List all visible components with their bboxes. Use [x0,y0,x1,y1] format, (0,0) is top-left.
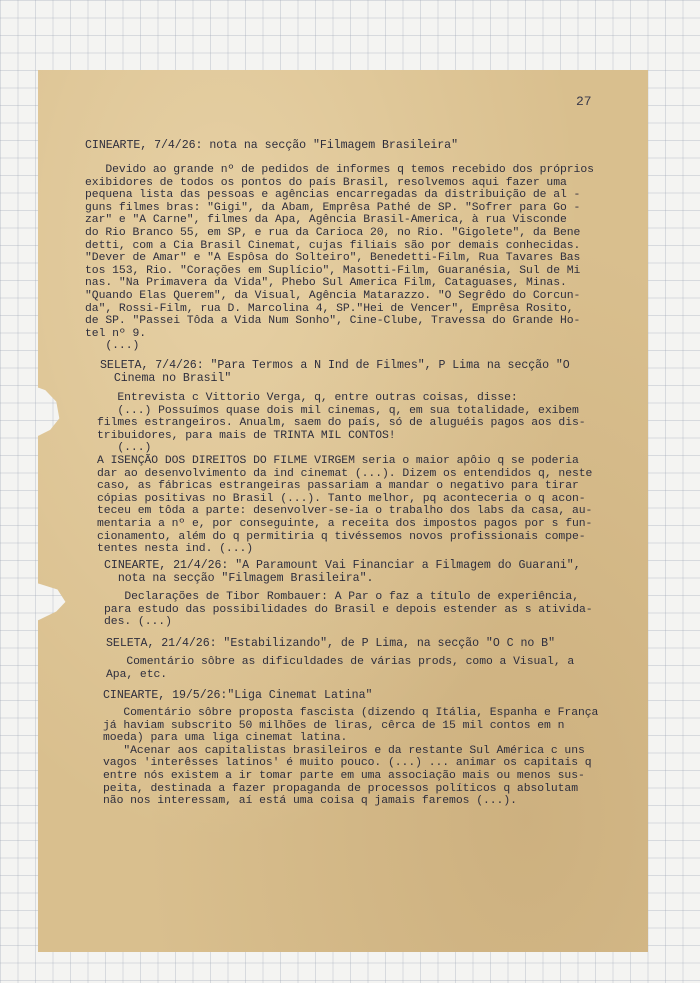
entry-5-header: CINEARTE, 19/5/26:"Liga Cinemat Latina" [103,689,373,702]
entry-1-body: Devido ao grande nº de pedidos de informes q temos recebido dos próprios exibidores de todos os pontos do país Brasil, resolvemos aqui fazer uma pequena lista das pessoas e agências encarregadas da distribuição de al - guns filmes bras: "Gigi", da Abam, Emprêsa Pathé de SP. "Sofrer para Go - zar" e "A Carne", filmes da Apa, Agência Brasil-America, à rua Visconde do Rio Branco 55, em SP, e rua da Carioca 20, no Rio. "Gigolete", da Bene detti, com a Cia Brasil Cinemat, cujas filiais são por demais conhecidas. "Dever de Amar" e "A Espôsa do Solteiro", Benedetti-Film, Rua Tavares Bas tos 153, Rio. "Corações em Suplício", Masotti-Film, Guaranésia, Sul de Mi nas. "Na Primavera da Vida", Phebo Sul America Film, Cataguases, Minas. "Quando Elas Querem", da Visual, Agência Matarazzo. "O Segrêdo do Corcun- da", Rossi-Film, rua D. Marcolina 4, SP."Hei de Vencer", Emprêsa Rosito, de SP. "Passei Tôda a Vida Num Sonho", Cine-Clube, Travessa do Grande Ho- tel nº 9. (...) [85,164,594,353]
entry-5-body: Comentário sôbre proposta fascista (dizendo q Itália, Espanha e França já haviam subscrito 50 milhões de liras, cêrca de 15 mil contos em n moeda) para uma liga cinemat latina. "Acenar aos capitalistas brasileiros e da restante Sul América c uns vagos 'interêsses latinos' é muito pouco. (...) ... animar os capitais q entre nós existem a ir tomar parte em uma associação mais ou menos sus- peita, destinada a fazer propaganda de processos políticos q absolutam não nos interessam, aí está uma coisa q jamais faremos (...). [103,707,599,808]
entry-3-header: CINEARTE, 21/4/26: "A Paramount Vai Financiar a Filmagem do Guarani", nota na secção "Filmagem Brasileira". [104,559,581,585]
entry-4-header: SELETA, 21/4/26: "Estabilizando", de P Lima, na secção "O C no B" [106,637,555,650]
entry-3-body: Declarações de Tibor Rombauer: A Par o faz a título de experiência, para estudo das possibilidades do Brasil e depois estender as s ativida- des. (...) [104,591,593,629]
entry-4-body: Comentário sôbre as dificuldades de várias prods, como a Visual, a Apa, etc. [106,656,575,681]
page-number: 27 [576,94,592,109]
entry-2-body: Entrevista c Vittorio Verga, q, entre outras coisas, disse: (...) Possuímos quase dois mil cinemas, q, em sua totalidade, exibem filmes estrangeiros. Anualm, saem do país, só de aluguéis pagos aos dis- tribuidores, para mais de TRINTA MIL CONTOS! (...) A ISENÇÃO DOS DIREITOS DO FILME VIRGEM seria o maior apôio q se poderia dar ao desenvolvimento da ind cinemat (...). Dizem os entendidos q, neste caso, as fábricas estrangeiras passariam a mandar o negativo para tirar cópias positivas no Brasil (...). Tanto melhor, pq aconteceria o q acon- teceu em tôda a parte: desenvolver-se-ia o trabalho dos labs da casa, au- mentaria a nº e, por conseguinte, a receita dos impostos pagos por s fun- cionamento, além do q permitiria q tivéssemos novos profissionais compe- tentes nesta ind. (...) [97,392,593,556]
entry-1-header: CINEARTE, 7/4/26: nota na secção "Filmagem Brasileira" [85,139,458,152]
entry-2-header: SELETA, 7/4/26: "Para Termos a N Ind de Filmes", P Lima na secção "O Cinema no Brasil" [100,359,570,385]
